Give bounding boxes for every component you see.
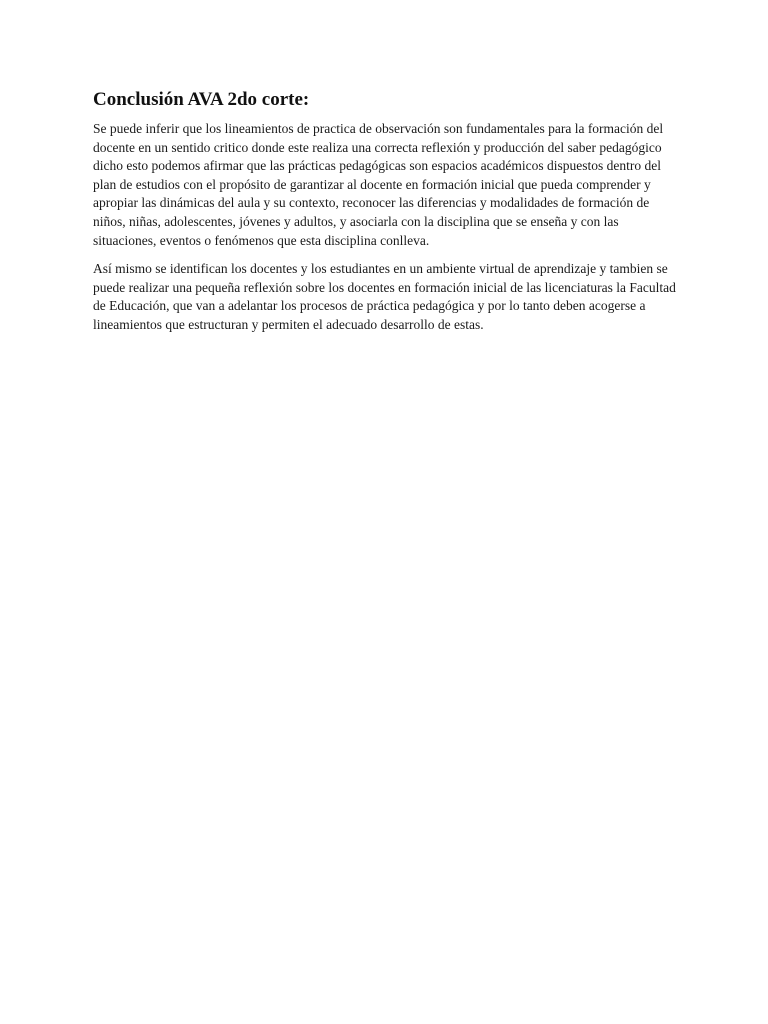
document-content — [93, 88, 683, 345]
document-title: Conclusión AVA 2do corte: — [93, 89, 310, 110]
paragraph-2: Así mismo se identifican los docentes y los estudiantes en un ambiente virtual de aprendizaje y tambien se puede realizar una pequeña reflexión sobre los docentes en formación inicial de las licenciaturas la Facultad de Educación, que van a adelantar los procesos de práctica pedagógica y por lo tanto deben acogerse a lineamientos que estructuran y permiten el adecuado desarrollo de estas. — [93, 261, 676, 332]
paragraph-1: Se puede inferir que los lineamientos de practica de observación son fundamentales para la formación del docente en un sentido critico donde este realiza una correcta reflexión y producción del saber pedagógico dicho esto podemos afirmar que las prácticas pedagógicas son espacios académicos dispuestos dentro del plan de estudios con el propósito de garantizar al docente en formación inicial que pueda comprender y apropiar las dinámicas del aula y su contexto, reconocer las diferencias y modalidades de formación de niños, niñas, adolescentes, jóvenes y adultos, y asociarla con la disciplina que se enseña y con las situaciones, eventos o fenómenos que esta disciplina conlleva. — [93, 121, 664, 248]
